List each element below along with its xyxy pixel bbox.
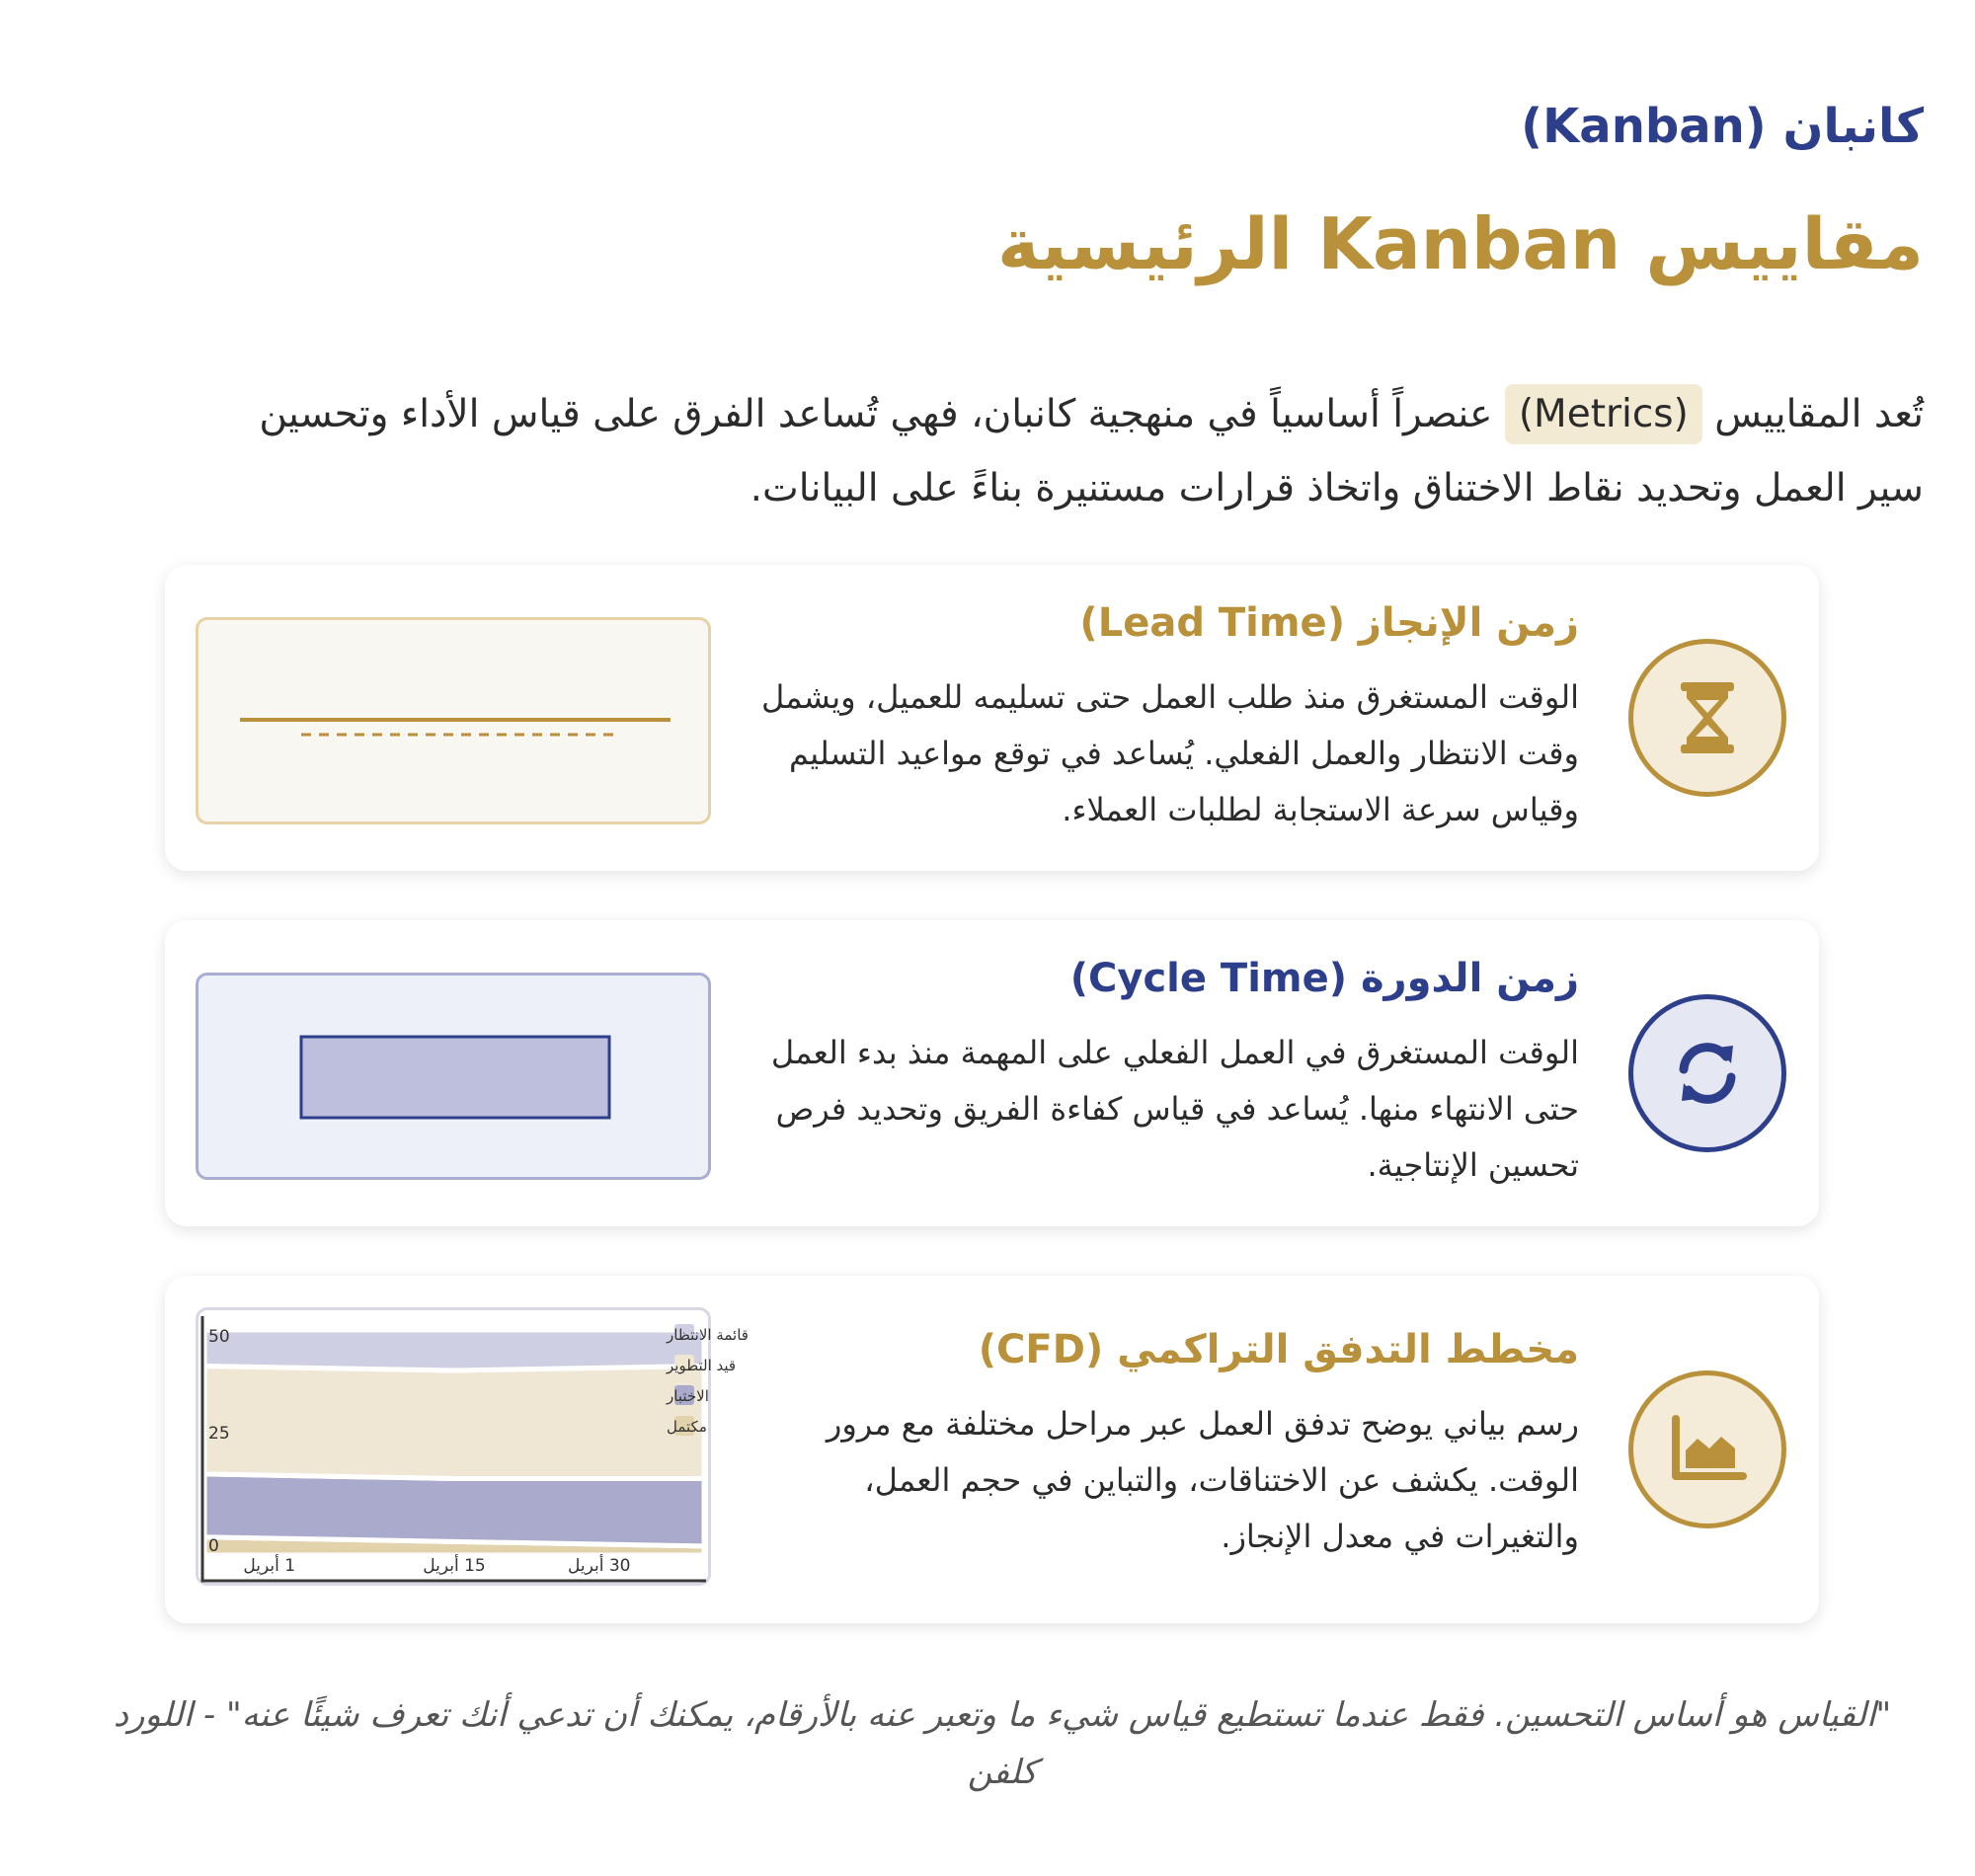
lead-time-description: الوقت المستغرق منذ طلب العمل حتى تسليمه للعميل، ويشمل وقت الانتظار والعمل الفعلي. يُساعد في توقع مواعيد التسليم وقياس سرعة الاستجابة لطلبات العملاء. (760, 678, 1579, 828)
quote: "القياس هو أساس التحسين. فقط عندما تستطيع قياس شيء ما وتعبر عنه بالأرقام، يمكنك أن تدعي أنك تعرف شيئًا عنه" - اللورد كلفن (113, 1695, 1892, 1792)
cycle-time-card (165, 920, 1819, 1226)
cfd-title: مخطط التدفق التراكمي (CFD) (978, 1327, 1579, 1372)
cfd-description: رسم بياني يوضح تدفق العمل عبر مراحل مختلفة مع مرور الوقت. يكشف عن الاختناقات، والتباين في حجم العمل، والتغيرات في معدل الإنجاز. (826, 1405, 1579, 1555)
lead-time-illustration (196, 617, 711, 824)
cycle-time-block (301, 1037, 609, 1118)
cfd-legend-label-0: قائمة الانتظار (667, 1326, 749, 1344)
area-chart-icon (1628, 1370, 1786, 1528)
cfd-legend-label-3: مكتمل (667, 1418, 707, 1436)
intro-text-start: تُعد المقاييس (1701, 392, 1924, 436)
cfd-band-2 (204, 1366, 704, 1478)
intro-text-end: عنصراً أساسياً في منهجية كانبان، فهي تُساعد الفرق على قياس الأداء وتحسين سير العمل وتحديد نقاط الاختناق واتخاذ قرارات مستنيرة بناءً على البيانات. (259, 392, 1924, 510)
cfd-card (165, 1276, 1819, 1623)
cfd-y-tick-2: 50 (208, 1327, 230, 1347)
cfd-chart (196, 1307, 749, 1586)
cfd-band-1 (204, 1474, 704, 1546)
cfd-x-tick-0: 1 أبريل (243, 1556, 296, 1576)
cfd-x-tick-2: 30 أبريل (567, 1556, 631, 1576)
cycle-time-body (740, 956, 1579, 1194)
cycle-time-description: الوقت المستغرق في العمل الفعلي على المهمة منذ بدء العمل حتى الانتهاء منها. يُساعد في قياس كفاءة الفريق وتحديد فرص تحسين الإنتاجية. (770, 1034, 1579, 1184)
refresh-icon (1628, 994, 1786, 1152)
cfd-legend-label-2: الاختبار (667, 1387, 709, 1405)
metrics-highlight: (Metrics) (1505, 384, 1702, 444)
lead-time-body (740, 600, 1579, 838)
lead-time-card (165, 565, 1819, 871)
section-kicker: كانبان (Kanban) (1521, 99, 1924, 154)
intro-paragraph (200, 377, 1924, 525)
cycle-time-title: زمن الدورة (Cycle Time) (1069, 956, 1579, 1001)
cfd-y-tick-1: 25 (208, 1424, 230, 1444)
page-title: مقاييس Kanban الرئيسية (996, 202, 1924, 285)
cycle-time-illustration (196, 973, 711, 1180)
cfd-body (740, 1327, 1579, 1565)
cfd-x-tick-1: 15 أبريل (423, 1556, 486, 1576)
lead-time-title: زمن الإنجاز (Lead Time) (1079, 600, 1579, 646)
cfd-y-tick-0: 0 (208, 1536, 219, 1556)
cfd-band-3 (204, 1330, 704, 1370)
hourglass-icon (1628, 639, 1786, 797)
cfd-legend-label-1: قيد التطوير (667, 1357, 737, 1374)
